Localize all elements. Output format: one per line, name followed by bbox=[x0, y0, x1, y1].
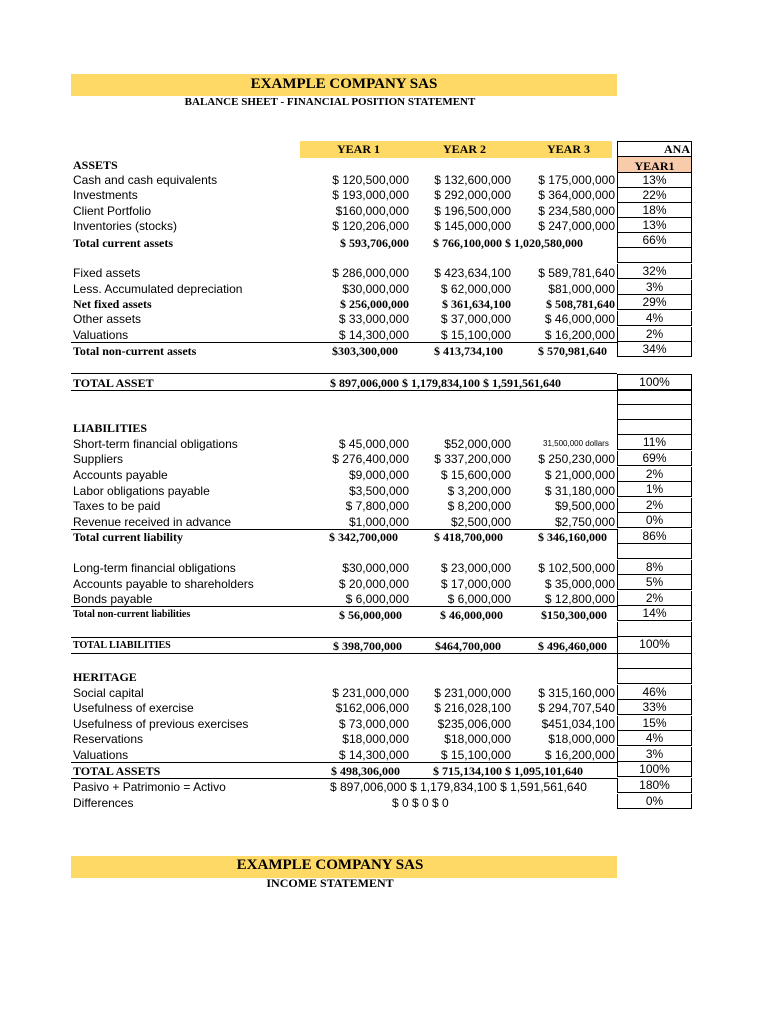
analysis-cell: 13% bbox=[617, 173, 692, 188]
row-label: Social capital bbox=[73, 686, 144, 700]
analysis-header bbox=[617, 141, 692, 157]
divider bbox=[71, 390, 617, 391]
row-label: Valuations bbox=[73, 748, 129, 762]
year3-value: $ 12,800,000 bbox=[544, 592, 615, 606]
year1-value: $303,300,000 bbox=[332, 344, 398, 358]
row-label: Long-term financial obligations bbox=[73, 561, 236, 575]
row-label: TOTAL LIABILITIES bbox=[73, 640, 171, 651]
divider bbox=[71, 653, 617, 654]
analysis-cell: 100% bbox=[617, 374, 692, 390]
year1-value: $3,500,000 bbox=[348, 484, 409, 498]
row-label: Usefulness of previous exercises bbox=[73, 717, 249, 731]
analysis-cell: 2% bbox=[617, 591, 692, 606]
analysis-cell: 33% bbox=[617, 700, 692, 715]
year3-value: $9,500,000 bbox=[554, 499, 615, 513]
year2-3-value: $ 766,100,000 $ 1,020,580,000 bbox=[433, 236, 583, 250]
liabilities-heading: LIABILITIES bbox=[73, 421, 148, 435]
year1-value: $ 56,000,000 bbox=[339, 608, 402, 622]
row-label: Total non-current assets bbox=[73, 344, 197, 358]
year2-value: $ 6,000,000 bbox=[447, 592, 511, 606]
year1-value: $ 286,000,000 bbox=[332, 266, 409, 280]
year2-value: $2,500,000 bbox=[450, 515, 511, 529]
analysis-subheader-text: YEAR1 bbox=[634, 159, 675, 173]
year1-value: $ 7,800,000 bbox=[345, 499, 409, 513]
row-label: Suppliers bbox=[73, 452, 124, 466]
year1-value: $160,000,000 bbox=[335, 204, 409, 218]
income-company-title: EXAMPLE COMPANY SAS bbox=[236, 857, 424, 873]
analysis-cell bbox=[617, 622, 692, 637]
row-label: Total non-current liabilities bbox=[73, 609, 191, 620]
row-label: Inventories (stocks) bbox=[73, 219, 178, 233]
year3-value: $ 364,000,000 bbox=[538, 188, 615, 202]
year2-value: $ 418,700,000 bbox=[434, 530, 503, 544]
analysis-cell: 13% bbox=[617, 218, 692, 233]
analysis-cell: 0% bbox=[617, 794, 692, 809]
assets-heading: ASSETS bbox=[73, 158, 118, 172]
year3-value: $ 35,000,000 bbox=[544, 577, 615, 591]
analysis-cell: 66% bbox=[617, 233, 692, 248]
year1-value: $ 398,700,000 bbox=[333, 639, 402, 653]
year1-value: $9,000,000 bbox=[348, 468, 409, 482]
year3-value: $ 315,160,000 bbox=[538, 686, 615, 700]
analysis-cell: 8% bbox=[617, 560, 692, 575]
year2-value: $ 196,500,000 bbox=[434, 204, 511, 218]
company-title: EXAMPLE COMPANY SAS bbox=[250, 76, 438, 92]
year2-value: $18,000,000 bbox=[444, 732, 511, 746]
year1-value: $ 276,400,000 bbox=[332, 452, 409, 466]
year1-value: $ 120,206,000 bbox=[332, 219, 409, 233]
analysis-cell: 4% bbox=[617, 731, 692, 746]
year1-value: $162,006,000 bbox=[335, 701, 409, 715]
year3-value: $ 247,000,000 bbox=[538, 219, 615, 233]
year2-value: $ 413,734,100 bbox=[434, 344, 503, 358]
year2-value: $464,700,000 bbox=[435, 639, 501, 653]
year1-header: YEAR 1 bbox=[337, 142, 381, 156]
analysis-cell bbox=[617, 405, 692, 420]
year2-value: $ 15,100,000 bbox=[440, 328, 511, 342]
row-label: Cash and cash equivalents bbox=[73, 173, 218, 187]
row-label: Accounts payable bbox=[73, 468, 168, 482]
year3-value: $ 21,000,000 bbox=[544, 468, 615, 482]
row-label: Revenue received in advance bbox=[73, 515, 232, 529]
analysis-cell: 86% bbox=[617, 529, 692, 544]
year1-value: $ 33,000,000 bbox=[338, 312, 409, 326]
row-label: Less. Accumulated depreciation bbox=[73, 282, 243, 296]
year3-value: $ 496,460,000 bbox=[538, 639, 607, 653]
analysis-cell: 69% bbox=[617, 451, 692, 466]
year3-value: $2,750,000 bbox=[554, 515, 615, 529]
analysis-cell: 22% bbox=[617, 188, 692, 203]
analysis-cell: 0% bbox=[617, 513, 692, 528]
year3-value: $ 31,180,000 bbox=[544, 484, 615, 498]
year1-value: $30,000,000 bbox=[342, 282, 409, 296]
check-values: $ 897,006,000 $ 1,179,834,100 $ 1,591,561,640 bbox=[330, 780, 587, 794]
year1-value: $ 498,306,000 bbox=[331, 764, 400, 778]
year3-value: $451,034,100 bbox=[541, 717, 615, 731]
row-label: Reservations bbox=[73, 732, 144, 746]
year3-value: $ 175,000,000 bbox=[538, 173, 615, 187]
year1-value: $ 231,000,000 bbox=[332, 686, 409, 700]
year3-value: $ 294,707,540 bbox=[538, 701, 615, 715]
year2-value: $235,006,000 bbox=[437, 717, 511, 731]
analysis-cell: 100% bbox=[617, 637, 692, 654]
year1-value: $ 14,300,000 bbox=[338, 748, 409, 762]
balance-subtitle: BALANCE SHEET - FINANCIAL POSITION STATEMENT bbox=[184, 96, 476, 108]
analysis-cell: 5% bbox=[617, 575, 692, 590]
year2-value: $ 17,000,000 bbox=[440, 577, 511, 591]
analysis-cell: 2% bbox=[617, 327, 692, 342]
analysis-cell bbox=[617, 248, 692, 263]
row-label: Fixed assets bbox=[73, 266, 141, 280]
row-label: Other assets bbox=[73, 312, 142, 326]
row-label: Usefulness of exercise bbox=[73, 701, 194, 715]
analysis-cell bbox=[617, 390, 692, 405]
year3-value: $ 346,160,000 bbox=[538, 530, 607, 544]
year1-value: $ 342,700,000 bbox=[329, 530, 398, 544]
year3-value: $ 508,781,640 bbox=[546, 297, 615, 311]
year2-value: $ 423,634,100 bbox=[434, 266, 511, 280]
analysis-cell bbox=[617, 420, 692, 435]
year1-value: $ 14,300,000 bbox=[338, 328, 409, 342]
year2-value: $ 337,200,000 bbox=[434, 452, 511, 466]
analysis-cell bbox=[617, 654, 692, 669]
analysis-cell: 1% bbox=[617, 482, 692, 497]
total-asset-values: $ 897,006,000 $ 1,179,834,100 $ 1,591,561,640 bbox=[330, 376, 561, 390]
year3-value: $81,000,000 bbox=[548, 282, 615, 296]
row-label: Short-term financial obligations bbox=[73, 437, 238, 451]
divider bbox=[71, 373, 617, 374]
year3-value: 31,500,000 dollars bbox=[543, 439, 609, 448]
year2-value: $52,000,000 bbox=[444, 437, 511, 451]
year3-header: YEAR 3 bbox=[547, 142, 591, 156]
analysis-cell: 2% bbox=[617, 467, 692, 482]
year3-value: $ 589,781,640 bbox=[538, 266, 615, 280]
row-label: Net fixed assets bbox=[73, 297, 152, 311]
year3-value: $ 234,580,000 bbox=[538, 204, 615, 218]
year3-value: $ 46,000,000 bbox=[544, 312, 615, 326]
analysis-cell: 2% bbox=[617, 498, 692, 513]
analysis-cell: 4% bbox=[617, 311, 692, 326]
year2-value: $ 23,000,000 bbox=[440, 561, 511, 575]
analysis-cell: 3% bbox=[617, 280, 692, 295]
year1-value: $ 120,500,000 bbox=[332, 173, 409, 187]
analysis-cell bbox=[617, 544, 692, 559]
year1-value: $ 45,000,000 bbox=[338, 437, 409, 451]
year2-value: $ 145,000,000 bbox=[434, 219, 511, 233]
analysis-cell: 180% bbox=[617, 778, 692, 793]
year1-value: $ 593,706,000 bbox=[340, 236, 409, 250]
row-label: TOTAL ASSETS bbox=[73, 764, 161, 778]
year2-3-value: $ 715,134,100 $ 1,095,101,640 bbox=[433, 764, 583, 778]
year1-value: $30,000,000 bbox=[342, 561, 409, 575]
row-label: Total current liability bbox=[73, 530, 184, 544]
heritage-heading: HERITAGE bbox=[73, 670, 137, 684]
analysis-cell: 14% bbox=[617, 606, 692, 621]
row-label: Labor obligations payable bbox=[73, 484, 210, 498]
year1-value: $ 6,000,000 bbox=[345, 592, 409, 606]
year3-value: $18,000,000 bbox=[548, 732, 615, 746]
row-label: Pasivo + Patrimonio = Activo bbox=[73, 780, 226, 794]
year3-value: $ 16,200,000 bbox=[544, 748, 615, 762]
analysis-cell: 15% bbox=[617, 716, 692, 731]
analysis-cell: 32% bbox=[617, 264, 692, 279]
row-label: Accounts payable to shareholders bbox=[73, 577, 254, 591]
year2-value: $ 3,200,000 bbox=[447, 484, 511, 498]
row-label: Total current assets bbox=[73, 236, 173, 250]
differences-values: $ 0 $ 0 $ 0 bbox=[392, 796, 449, 810]
year2-value: $ 361,634,100 bbox=[442, 297, 511, 311]
year2-value: $ 37,000,000 bbox=[440, 312, 511, 326]
row-label: Bonds payable bbox=[73, 592, 153, 606]
year2-value: $ 8,200,000 bbox=[447, 499, 511, 513]
year1-value: $ 193,000,000 bbox=[332, 188, 409, 202]
year3-value: $ 16,200,000 bbox=[544, 328, 615, 342]
row-label: Investments bbox=[73, 188, 138, 202]
analysis-cell: 34% bbox=[617, 342, 692, 357]
year2-value: $ 216,028,100 bbox=[434, 701, 511, 715]
row-label: Client Portfolio bbox=[73, 204, 152, 218]
year3-value: $150,300,000 bbox=[541, 608, 607, 622]
analysis-cell bbox=[617, 669, 692, 684]
analysis-cell: 29% bbox=[617, 295, 692, 310]
year2-value: $ 46,000,000 bbox=[440, 608, 503, 622]
row-label: Valuations bbox=[73, 328, 129, 342]
year3-value: $ 102,500,000 bbox=[538, 561, 615, 575]
analysis-cell: 100% bbox=[617, 762, 692, 777]
year2-value: $ 15,100,000 bbox=[440, 748, 511, 762]
analysis-cell: 46% bbox=[617, 685, 692, 700]
year1-value: $ 20,000,000 bbox=[338, 577, 409, 591]
year1-value: $1,000,000 bbox=[348, 515, 409, 529]
year3-value: $ 570,981,640 bbox=[538, 344, 607, 358]
year2-value: $ 132,600,000 bbox=[434, 173, 511, 187]
row-label: Taxes to be paid bbox=[73, 499, 161, 513]
analysis-header-text: ANA bbox=[664, 142, 690, 156]
year2-value: $ 292,000,000 bbox=[434, 188, 511, 202]
row-label: Differences bbox=[73, 796, 134, 810]
year2-header: YEAR 2 bbox=[443, 142, 487, 156]
analysis-cell: 3% bbox=[617, 747, 692, 762]
year1-value: $ 256,000,000 bbox=[340, 297, 409, 311]
income-subtitle: INCOME STATEMENT bbox=[266, 876, 394, 890]
year2-value: $ 231,000,000 bbox=[434, 686, 511, 700]
year2-value: $ 15,600,000 bbox=[440, 468, 511, 482]
assets-heading-row bbox=[0, 157, 768, 173]
analysis-cell: 11% bbox=[617, 435, 692, 450]
analysis-cell: 18% bbox=[617, 203, 692, 218]
row-label: TOTAL ASSET bbox=[73, 376, 154, 390]
year2-value: $ 62,000,000 bbox=[440, 282, 511, 296]
year1-value: $18,000,000 bbox=[342, 732, 409, 746]
year3-value: $ 250,230,000 bbox=[538, 452, 615, 466]
year1-value: $ 73,000,000 bbox=[338, 717, 409, 731]
